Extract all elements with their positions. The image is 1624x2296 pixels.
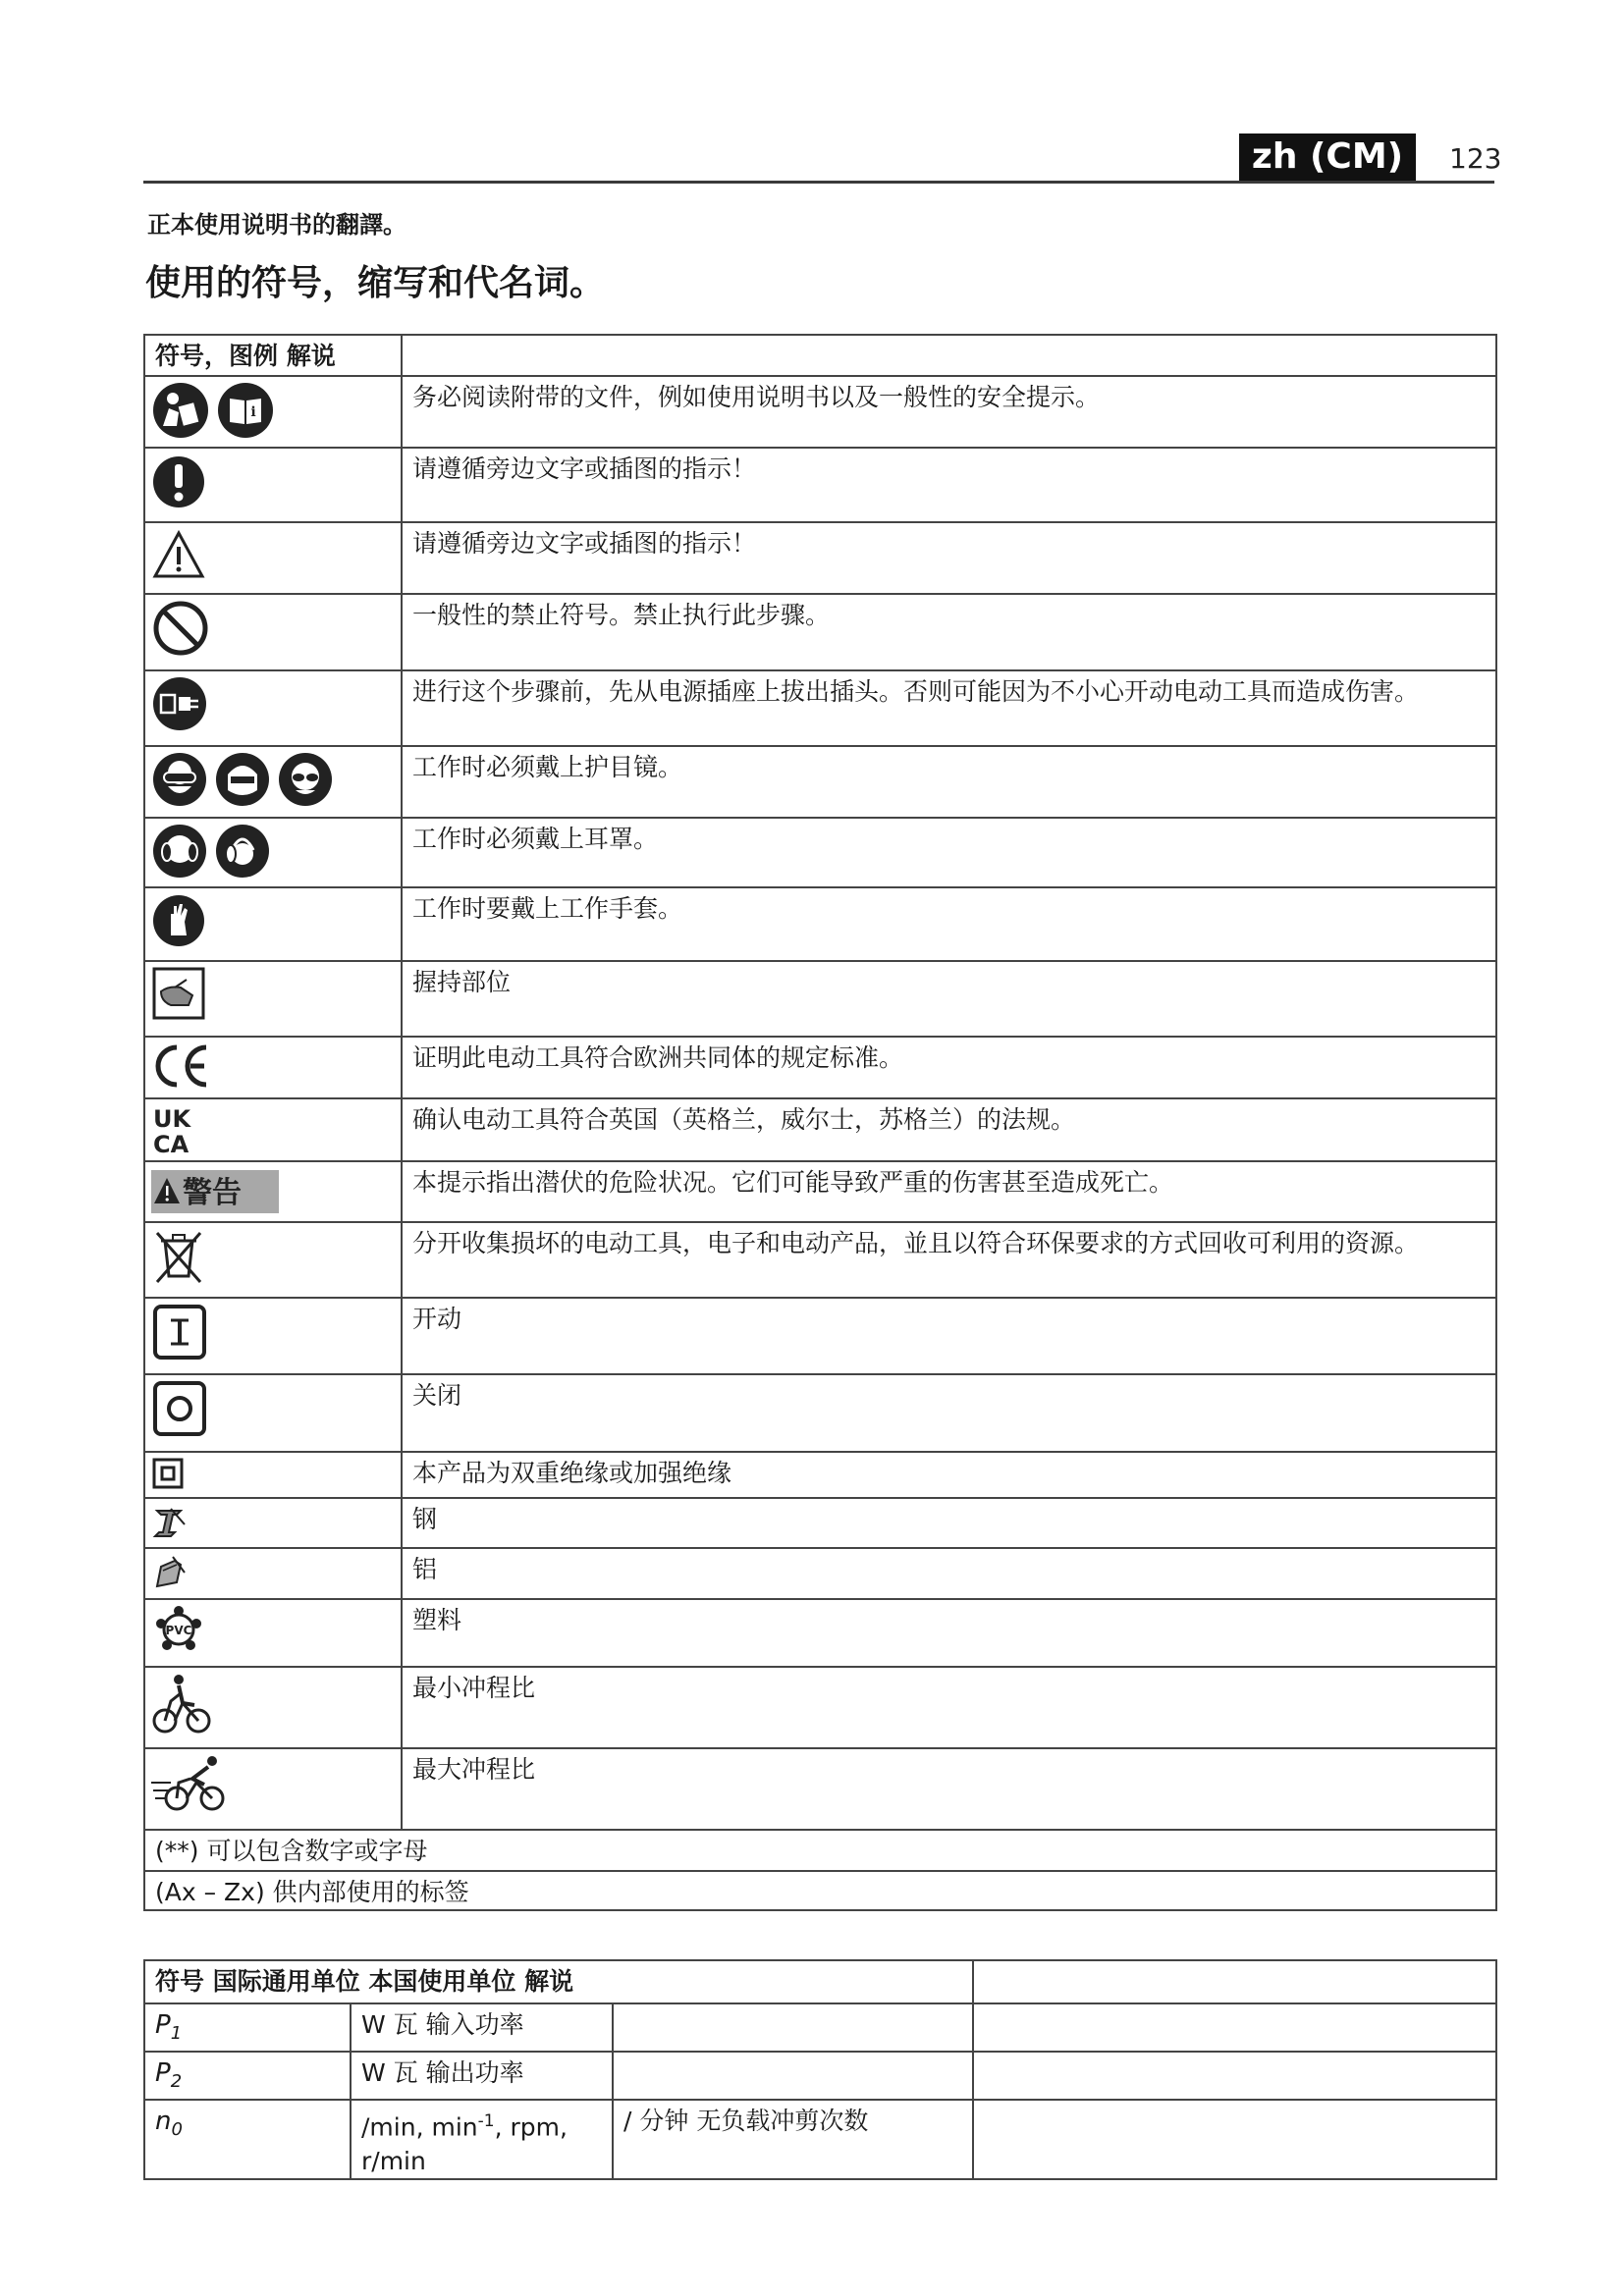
table-row: [144, 1667, 1496, 1748]
table-row: [144, 670, 1496, 746]
svg-text:PVC: PVC: [165, 1624, 192, 1637]
symbol-description: 进行这个步骤前，先从电源插座上拔出插头。否则可能因为不小心开动电动工具而造成伤害。: [412, 677, 1420, 706]
table-row: [144, 2100, 1496, 2178]
table-row: [144, 594, 1496, 670]
symbols-table: [143, 334, 1497, 1911]
warning-label-text: 警告: [183, 1176, 242, 1210]
svg-text:i: i: [250, 404, 256, 420]
symbol-description: 一般性的禁止符号。禁止执行此步骤。: [412, 601, 831, 629]
symbol-description: 关闭: [412, 1381, 462, 1410]
note-text: (Ax – Zx) 供内部使用的标签: [155, 1878, 469, 1906]
page-title: 使用的符号，缩写和代名词。: [145, 263, 606, 303]
unit-symbol: $P_1$: [155, 2010, 183, 2045]
symbol-description: 铝: [412, 1555, 438, 1583]
symbol-description: 确认电动工具符合英国（英格兰，威尔士，苏格兰）的法规。: [412, 1105, 1076, 1134]
table-row: [144, 1452, 1496, 1498]
table-row: [144, 1374, 1496, 1452]
page-number: 123: [1449, 142, 1502, 175]
unit-description: W 瓦 输入功率: [361, 2010, 524, 2039]
svg-text:UK: UK: [153, 1105, 191, 1133]
symbol-description: 本提示指出潜伏的危险状况。它们可能导致严重的伤害甚至造成死亡。: [412, 1168, 1174, 1197]
table-row: [144, 2052, 1496, 2100]
grip-area-icon: [151, 966, 206, 1021]
weee-bin-icon: [151, 1227, 206, 1286]
table-row: [144, 887, 1496, 961]
table-row: [144, 1222, 1496, 1298]
table-note-row: [144, 1830, 1496, 1871]
face-shield-icon: [214, 751, 271, 808]
translation-note: 正本使用说明书的翻譯。: [147, 211, 406, 239]
goggles-icon: [151, 751, 208, 808]
warning-triangle-icon: [151, 527, 206, 582]
off-switch-icon: [151, 1379, 208, 1438]
symbol-description: 本产品为双重绝缘或加强绝缘: [412, 1459, 732, 1487]
symbol-description: 请遵循旁边文字或插图的指示！: [412, 529, 757, 558]
symbol-description: 钢: [412, 1505, 438, 1533]
aluminium-icon: [151, 1553, 190, 1592]
table-row: [144, 1599, 1496, 1667]
steel-icon: [151, 1503, 190, 1542]
symbol-description: 分开收集损坏的电动工具，电子和电动产品，並且以符合环保要求的方式回收可利用的资源。: [412, 1229, 1420, 1257]
manual-book-icon: [216, 381, 275, 440]
table-row: [144, 1161, 1496, 1222]
language-badge: zh (CM): [1239, 133, 1416, 181]
table-row: [144, 1548, 1496, 1599]
symbol-description: 工作时要戴上工作手套。: [412, 894, 683, 923]
ear-muffs-icon: [214, 823, 271, 880]
units-table: [143, 1959, 1497, 2180]
read-manual-icon: [151, 381, 210, 440]
table-row: [144, 522, 1496, 594]
table-row: [144, 818, 1496, 887]
symbol-description: 工作时必须戴上耳罩。: [412, 825, 659, 853]
double-insulation-icon: [151, 1457, 185, 1490]
table-row: [144, 448, 1496, 522]
symbol-description: 请遵循旁边文字或插图的指示！: [412, 454, 757, 483]
glasses-icon: [277, 751, 334, 808]
min-stroke-cyclist-icon: [151, 1672, 214, 1736]
symbols-table-header: [144, 335, 1496, 376]
gloves-icon: [151, 892, 206, 949]
symbol-description: 最小冲程比: [412, 1674, 536, 1702]
table-row: [144, 746, 1496, 818]
symbol-description: 证明此电动工具符合欧洲共同体的规定标准。: [412, 1043, 904, 1072]
symbol-description: 务必阅读附带的文件，例如使用说明书以及一般性的安全提示。: [412, 383, 1101, 411]
symbol-description: 握持部位: [412, 968, 512, 996]
prohibition-icon: [151, 599, 210, 658]
symbol-description: 工作时必须戴上护目镜。: [412, 753, 683, 781]
table-row: [144, 1098, 1496, 1161]
table-row: [144, 1748, 1496, 1830]
table-row: [144, 1037, 1496, 1098]
ear-protection-icon: [151, 823, 208, 880]
on-switch-icon: [151, 1303, 208, 1362]
table-row: [144, 1498, 1496, 1548]
unit-description: W 瓦 输出功率: [361, 2058, 524, 2088]
warning-label-icon: [151, 1170, 279, 1213]
svg-text:CA: CA: [153, 1131, 189, 1156]
max-stroke-cyclist-icon: [151, 1753, 230, 1814]
table-row: [144, 961, 1496, 1037]
units-header-text: 符号 国际通用单位 本国使用单位 解说: [155, 1967, 574, 1996]
pvc-plastic-icon: [151, 1604, 206, 1655]
ce-mark-icon: [151, 1041, 212, 1091]
symbol-description: 塑料: [412, 1606, 462, 1634]
table-row: [144, 376, 1496, 448]
table-row: [144, 1298, 1496, 1374]
symbol-description: 最大冲程比: [412, 1755, 536, 1784]
unit-description: / 分钟 无负载冲剪次数: [623, 2107, 869, 2136]
symbols-header-cell: 符号，图例 解说: [144, 335, 402, 376]
header-rule: [143, 181, 1494, 184]
unit-symbol: $P_2$: [155, 2058, 183, 2093]
note-text: (**) 可以包含数字或字母: [155, 1837, 428, 1865]
unit-symbol: $n_0$: [155, 2107, 183, 2141]
mandatory-exclamation-icon: [151, 453, 206, 511]
ukca-mark-icon: [151, 1103, 200, 1156]
table-note-row: [144, 1871, 1496, 1910]
symbol-description: 开动: [412, 1305, 462, 1333]
unplug-icon: [151, 675, 208, 732]
units-table-header: [144, 1960, 1496, 2003]
unit-international: /min, $\min^{-1}$, rpm, r/min: [361, 2111, 568, 2175]
table-row: [144, 2003, 1496, 2052]
